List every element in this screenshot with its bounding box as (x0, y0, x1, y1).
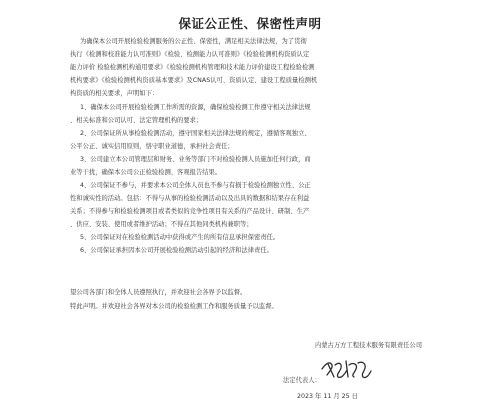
intro-line-1: 为确保本公司开展检验检测服务的公正性、保密性，满足相关法律法规，为了贯彻 (80, 38, 307, 45)
closing-line-1: 望公司各部门和全体人员遵照执行，并欢迎社会各界予以监督。 (70, 289, 247, 296)
clause-5: 5、公司保证对在检验检测活动中获得或产生的所有信息承担保密责任。 (80, 234, 280, 241)
intro-line-2: 执行《检测和校准能力认可准则》《检验、检测能力认可准则》《检验检测机构资质认定 (70, 51, 310, 58)
clause-4-line-4: 、供应、安装、使用或者维护活动；不得在其他同类机构兼职等； (70, 221, 253, 228)
clause-1-line-1: 1、确保本公司开展检验检测工作所需的资源，确保检验检测工作遵守相关法律法规 (80, 104, 311, 111)
clause-4-line-3: 关系；不得参与和检验检测项目或者类似的竞争性项目有关系的产品设计、研制、生产 (70, 208, 310, 215)
document-date: 2023 年 11 月 25 日 (297, 393, 358, 400)
clause-3-line-2: 业等干扰，确保本公司公正检验检测、客观报告结果。 (70, 169, 222, 176)
clause-2-line-1: 2、公司保证所从事检验检测活动，遵守国家相关法律法规的规定，遵循客观独立、 (80, 130, 311, 137)
clause-4-line-1: 4、公司保证不参与，并要求本公司全体人员也不参与有损于检验检测独立性、公正 (80, 182, 311, 189)
document-title: 保证公正性、保密性声明 (178, 16, 322, 31)
intro-line-5: 构资质的相关要求，声明如下： (70, 90, 159, 97)
company-name: 内蒙古万方工程技术服务有限责任公司 (314, 342, 422, 349)
closing-line-2: 特此声明。并欢迎社会各界对本公司的检验检测工作和服务质量予以监督。 (70, 303, 278, 310)
legal-representative-label: 法定代表人： (283, 377, 321, 384)
clause-3-line-1: 3、公司建立本公司管理层和财务、业务等部门不对检验检测人员施加任何行政，商 (80, 156, 311, 163)
clause-1-line-2: 、相关标准和公司认可、法定管理机构的要求； (70, 117, 203, 124)
clause-2-line-2: 公平公正、诚实信用原则，恪守职业道德，承担社会责任； (70, 143, 234, 150)
intro-line-3: 能力评价 检验检测机构通用要求》《检验检测机构管理和技术能力评价建设工程检验检测 (70, 64, 315, 71)
clause-6: 6、公司保证承担因本公司开展检验检测活动引起的经济和法律责任。 (80, 247, 273, 254)
handwritten-signature (318, 353, 374, 381)
intro-line-4: 机构要求》《检验检测机构资质基本要求》及CNAS认可、资质认定、建设工程质量检测机 (70, 77, 318, 84)
clause-4-line-2: 性和诚实性的活动。包括：不得与从事的检验检测活动以及出具的数据和结果存在利益 (70, 195, 310, 202)
